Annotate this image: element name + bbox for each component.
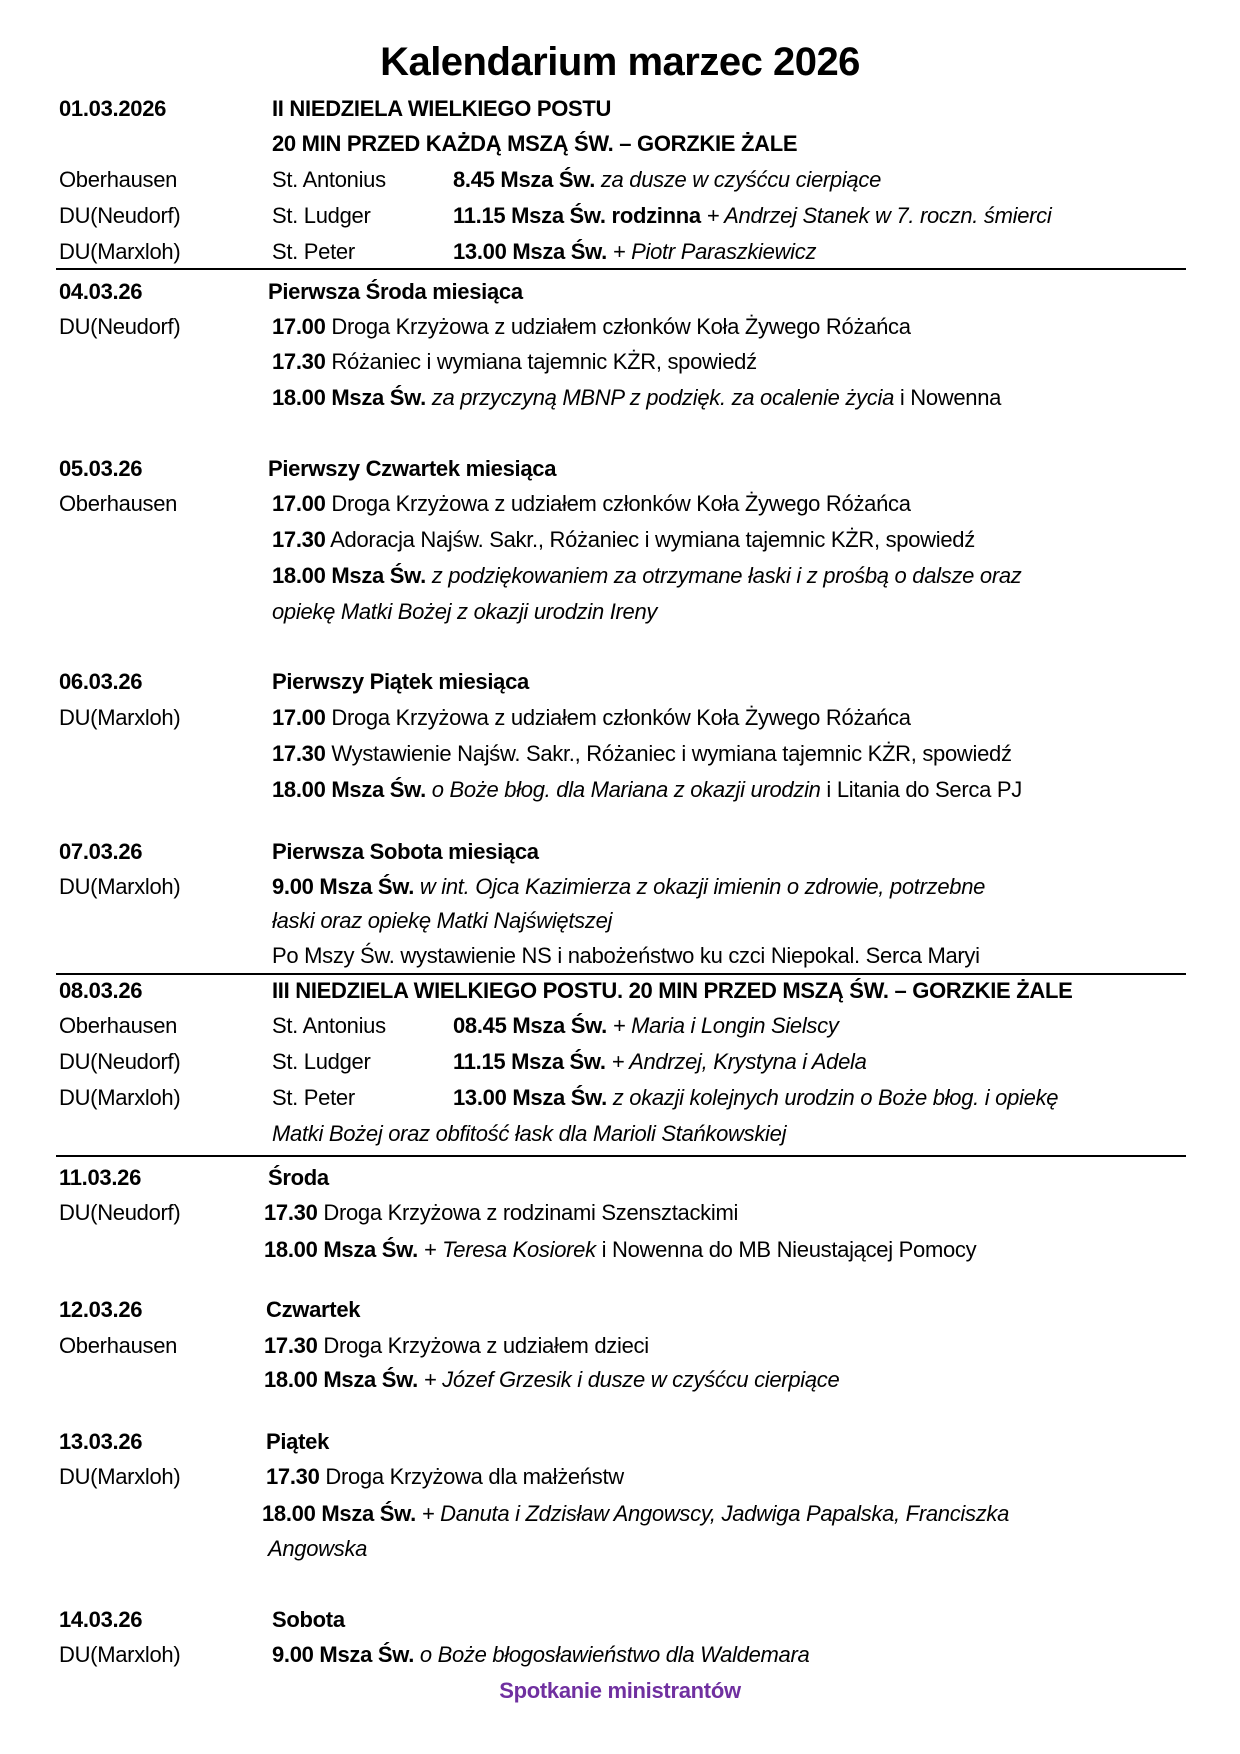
mass-line xyxy=(453,1085,1058,1111)
event-line xyxy=(272,491,911,517)
mass-line xyxy=(272,874,985,900)
intention: za dusze w czyśćcu cierpiące xyxy=(600,167,882,192)
entry-heading: Środa xyxy=(268,1165,329,1190)
church: St. Ludger xyxy=(272,203,371,228)
entry-date: 14.03.26 xyxy=(59,1607,143,1632)
mass-line xyxy=(453,1049,867,1075)
intention: + Maria i Longin Sielscy xyxy=(612,1013,839,1038)
place: DU(Marxloh) xyxy=(59,239,181,264)
place: DU(Neudorf) xyxy=(59,314,181,339)
mass-line xyxy=(264,1367,839,1393)
event-text: Droga Krzyżowa z udziałem dzieci xyxy=(323,1333,649,1358)
mass-time: 18.00 Msza Św. xyxy=(272,385,426,410)
event-text: Wystawienie Najśw. Sakr., Różaniec i wymiana tajemnic KŻR, spowiedź xyxy=(331,741,1012,766)
intention: + Andrzej Stanek w 7. roczn. śmierci xyxy=(706,203,1052,228)
place: DU(Marxloh) xyxy=(59,705,181,730)
intention: za przyczyną MBNP z podzięk. za ocalenie życia xyxy=(431,385,895,410)
divider-line xyxy=(56,1155,1186,1157)
event-line xyxy=(272,741,1012,767)
place: DU(Marxloh) xyxy=(59,1464,181,1489)
place: Oberhausen xyxy=(59,1013,178,1038)
intention: + Piotr Paraszkiewicz xyxy=(612,239,817,264)
entry-date: 01.03.2026 xyxy=(59,96,167,121)
entry-heading: Pierwsza Sobota miesiąca xyxy=(272,839,539,864)
entry-heading: III NIEDZIELA WIELKIEGO POSTU. 20 MIN PRZED MSZĄ ŚW. – GORZKIE ŻALE xyxy=(272,978,1073,1003)
entry-heading: Pierwsza Środa miesiąca xyxy=(268,279,523,304)
event-line xyxy=(272,705,911,731)
mass-line xyxy=(453,239,816,265)
place: DU(Marxloh) xyxy=(59,1642,181,1667)
mass-line xyxy=(272,1642,809,1668)
event-text: Droga Krzyżowa z udziałem członków Koła Żywego Różańca xyxy=(331,705,911,730)
entry-heading: Pierwszy Piątek miesiąca xyxy=(272,669,529,694)
event-text: Droga Krzyżowa z rodzinami Szensztackimi xyxy=(323,1200,739,1225)
mass-time: 18.00 Msza Św. xyxy=(272,563,426,588)
intention: + Teresa Kosiorek xyxy=(423,1237,596,1262)
mass-time: 18.00 Msza Św. xyxy=(264,1367,418,1392)
entry-heading: Czwartek xyxy=(266,1297,361,1322)
event-line xyxy=(272,349,757,375)
mass-line xyxy=(262,1501,1009,1527)
event-time: 17.30 xyxy=(272,527,326,552)
place: Oberhausen xyxy=(59,167,178,192)
entry-heading: II NIEDZIELA WIELKIEGO POSTU xyxy=(272,96,612,121)
entry-heading: Sobota xyxy=(272,1607,345,1632)
intention-continued: Angowska xyxy=(268,1536,368,1561)
intention: + Danuta i Zdzisław Angowscy, Jadwiga Papalska, Franciszka xyxy=(421,1501,1010,1526)
place: DU(Neudorf) xyxy=(59,1049,181,1074)
event-text: Droga Krzyżowa dla małżeństw xyxy=(325,1464,624,1489)
intention-continued: łaski oraz opiekę Matki Najświętszej xyxy=(272,908,613,933)
entry-date: 05.03.26 xyxy=(59,456,143,481)
mass-time: 13.00 Msza Św. xyxy=(453,1085,607,1110)
mass-time: 18.00 Msza Św. xyxy=(272,777,426,802)
entry-date: 06.03.26 xyxy=(59,669,143,694)
mass-line xyxy=(264,1237,976,1263)
event-text: Droga Krzyżowa z udziałem członków Koła Żywego Różańca xyxy=(331,491,911,516)
event-time: 17.30 xyxy=(266,1464,320,1489)
event-time: 17.00 xyxy=(272,705,326,730)
mass-time: 18.00 Msza Św. xyxy=(264,1237,418,1262)
church: St. Peter xyxy=(272,239,355,264)
event-text: i Nowenna do MB Nieustającej Pomocy xyxy=(601,1237,977,1262)
mass-time: 13.00 Msza Św. xyxy=(453,239,607,264)
mass-line xyxy=(453,203,1051,229)
footer-note: Spotkanie ministrantów xyxy=(499,1678,741,1703)
event-time: 17.30 xyxy=(264,1200,318,1225)
mass-time: 9.00 Msza Św. xyxy=(272,874,415,899)
entry-date: 04.03.26 xyxy=(59,279,143,304)
event-time: 17.30 xyxy=(272,741,326,766)
entry-heading: Pierwszy Czwartek miesiąca xyxy=(268,456,557,481)
intention-continued: Matki Bożej oraz obfitość łask dla Marioli Stańkowskiej xyxy=(272,1121,787,1146)
place: DU(Marxloh) xyxy=(59,874,181,899)
entry-date: 08.03.26 xyxy=(59,978,143,1003)
divider-line xyxy=(56,268,1186,270)
church: St. Ludger xyxy=(272,1049,371,1074)
place: DU(Neudorf) xyxy=(59,203,181,228)
entry-heading: Piątek xyxy=(266,1429,330,1454)
mass-line xyxy=(453,167,881,193)
entry-date: 12.03.26 xyxy=(59,1297,143,1322)
mass-time: 11.15 Msza Św. rodzinna xyxy=(453,203,701,228)
intention: z podziękowaniem za otrzymane łaski i z prośbą o dalsze oraz xyxy=(431,563,1022,588)
divider-line xyxy=(56,973,1186,975)
mass-line xyxy=(272,777,1022,803)
event-line xyxy=(272,527,975,553)
place: DU(Neudorf) xyxy=(59,1200,181,1225)
event-time: 17.00 xyxy=(272,314,326,339)
entry-date: 07.03.26 xyxy=(59,839,143,864)
mass-line xyxy=(272,563,1022,589)
place: DU(Marxloh) xyxy=(59,1085,181,1110)
event-text: Po Mszy Św. wystawienie NS i nabożeństwo ku czci Niepokal. Serca Maryi xyxy=(272,943,980,968)
event-text: Droga Krzyżowa z udziałem członków Koła Żywego Różańca xyxy=(331,314,911,339)
entry-subheading: 20 MIN PRZED KAŻDĄ MSZĄ ŚW. – GORZKIE ŻALE xyxy=(272,131,798,156)
event-line xyxy=(264,1200,738,1226)
entry-date: 13.03.26 xyxy=(59,1429,143,1454)
intention: + Józef Grzesik i dusze w czyśćcu cierpiące xyxy=(423,1367,840,1392)
event-line xyxy=(264,1333,649,1359)
church: St. Peter xyxy=(272,1085,355,1110)
intention: z okazji kolejnych urodzin o Boże błog. i opiekę xyxy=(612,1085,1059,1110)
event-text: i Nowenna xyxy=(899,385,1002,410)
intention: + Andrzej, Krystyna i Adela xyxy=(611,1049,867,1074)
mass-time: 08.45 Msza Św. xyxy=(453,1013,607,1038)
event-time: 17.30 xyxy=(272,349,326,374)
place: Oberhausen xyxy=(59,1333,178,1358)
mass-time: 9.00 Msza Św. xyxy=(272,1642,415,1667)
intention-continued: opiekę Matki Bożej z okazji urodzin Ireny xyxy=(272,599,658,624)
intention: w int. Ojca Kazimierza z okazji imienin o zdrowie, potrzebne xyxy=(419,874,986,899)
church: St. Antonius xyxy=(272,1013,386,1038)
event-line xyxy=(266,1464,624,1490)
mass-line xyxy=(272,385,1001,411)
mass-time: 11.15 Msza Św. xyxy=(453,1049,606,1074)
event-text: Różaniec i wymiana tajemnic KŻR, spowiedź xyxy=(331,349,757,374)
event-line xyxy=(272,314,911,340)
mass-time: 18.00 Msza Św. xyxy=(262,1501,416,1526)
event-time: 17.00 xyxy=(272,491,326,516)
page-title: Kalendarium marzec 2026 xyxy=(380,40,860,84)
church: St. Antonius xyxy=(272,167,386,192)
intention: o Boże błogosławieństwo dla Waldemara xyxy=(419,1642,810,1667)
intention: o Boże błog. dla Mariana z okazji urodzin xyxy=(431,777,821,802)
event-text: Adoracja Najśw. Sakr., Różaniec i wymiana tajemnic KŻR, spowiedź xyxy=(330,527,975,552)
event-text: i Litania do Serca PJ xyxy=(826,777,1022,802)
mass-line xyxy=(453,1013,839,1039)
place: Oberhausen xyxy=(59,491,178,516)
entry-date: 11.03.26 xyxy=(59,1165,142,1190)
mass-time: 8.45 Msza Św. xyxy=(453,167,596,192)
event-time: 17.30 xyxy=(264,1333,318,1358)
